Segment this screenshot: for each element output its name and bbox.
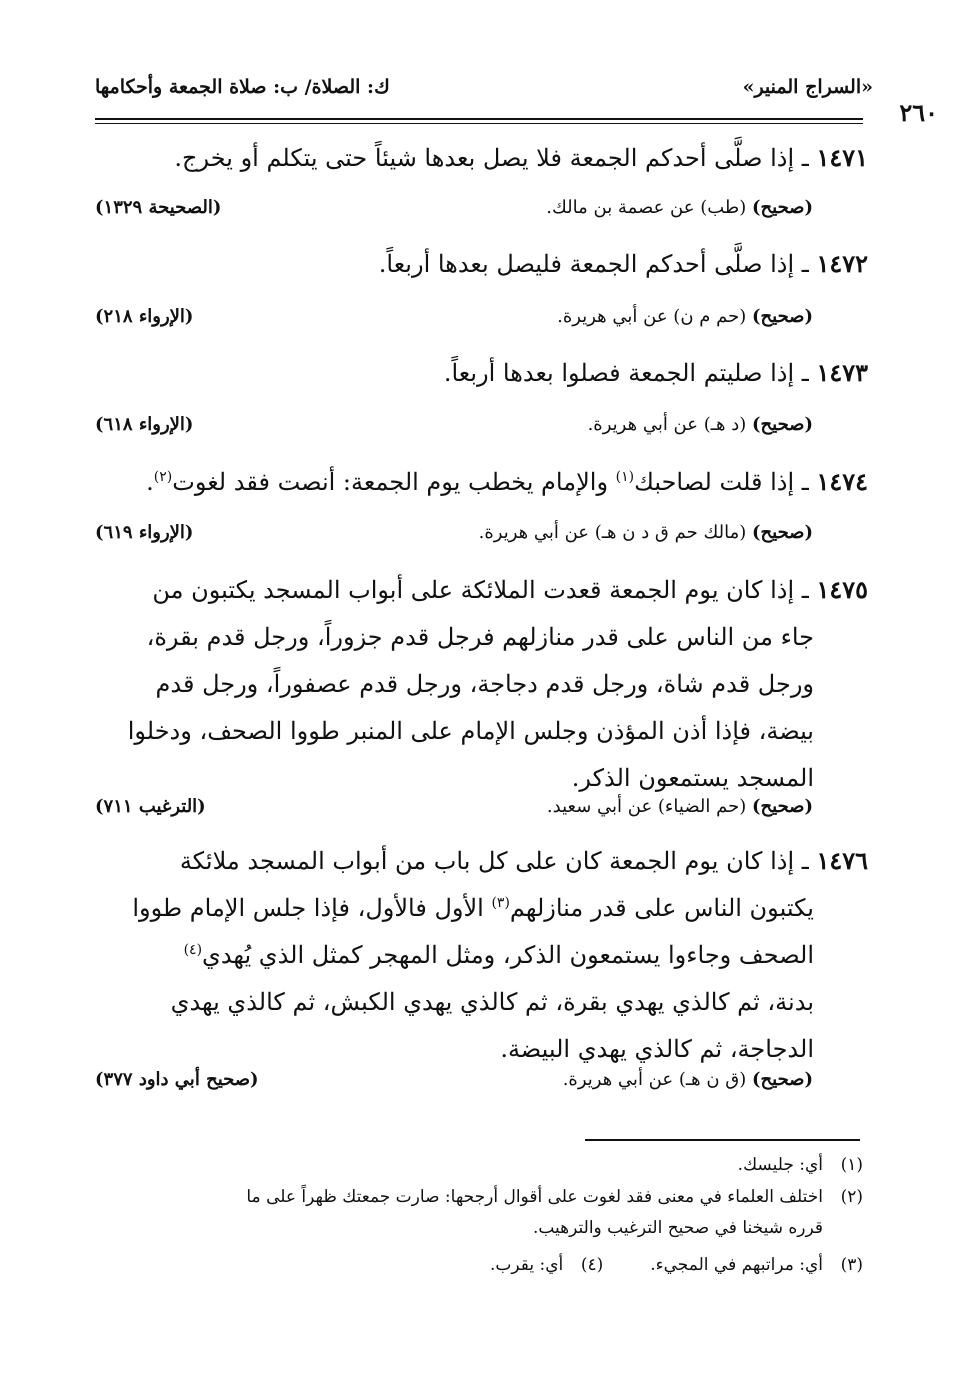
grade: (صحيح) <box>752 197 813 218</box>
hadith-line: إذا كان يوم الجمعة قعدت الملائكة على أبواب المسجد يكتبون من <box>152 576 795 604</box>
source-line-1476 <box>95 1069 813 1099</box>
hadith-text: إذا صلَّى أحدكم الجمعة فليصل بعدها أربعاً. <box>378 250 795 278</box>
running-header <box>95 72 873 112</box>
grade: (صحيح) <box>752 414 813 435</box>
source: (طب) عن عصمة بن مالك. <box>546 197 747 218</box>
grade: (صحيح) <box>752 1069 813 1090</box>
footnote-text-continued: قرره شيخنا في صحيح الترغيب والترهيب. <box>532 1218 823 1238</box>
hadith-line: إذا كان يوم الجمعة كان على كل باب من أبواب المسجد ملائكة <box>179 847 795 875</box>
source-line-1474 <box>95 522 813 552</box>
hadith-1472: ١٤٧٢ ـ إذا صلَّى أحدكم الجمعة فليصل بعدها أربعاً. <box>378 249 868 278</box>
hadith-number: ١٤٧٥ <box>816 575 868 604</box>
hadith-number: ١٤٧٦ <box>816 846 868 875</box>
footnote-text: أي: جليسك. <box>737 1155 823 1175</box>
grade: (صحيح) <box>752 522 813 543</box>
hadith-line: الدجاجة، ثم كالذي يهدي البيضة. <box>500 1035 814 1063</box>
hadith-number: ١٤٧٣ <box>816 358 868 387</box>
page-number: ٢٦٠ <box>899 98 938 127</box>
hadith-line: يكتبون الناس على قدر منازلهم <box>509 894 814 922</box>
footnote-separator <box>585 1139 860 1141</box>
footnote-1 <box>95 1150 863 1181</box>
grade: (صحيح) <box>752 796 813 817</box>
hadith-number: ١٤٧٢ <box>816 249 868 278</box>
footnote-ref: (٤) <box>183 942 203 958</box>
hadith-line: الصحف وجاءوا يستمعون الذكر، ومثل المهجر كمثل الذي يُهدي <box>202 941 814 969</box>
source: (مالك حم ق د ن هـ) عن أبي هريرة. <box>478 522 747 543</box>
footnote-text: أي: مراتبهم في المجيء. <box>650 1255 823 1275</box>
footnote-marker: (١) <box>840 1155 863 1175</box>
hadith-text-part: والإمام يخطب يوم الجمعة: أنصت فقد لغوت <box>172 468 616 496</box>
footnote-text: اختلف العلماء في معنى فقد لغوت على أقوال أرجحها: صارت جمعتك ظهراً على ما <box>246 1187 823 1207</box>
hadith-number: ١٤٧٤ <box>816 467 868 496</box>
footnote-3-4 <box>95 1250 863 1281</box>
hadith-text-part: . <box>146 468 154 496</box>
chapter-title: ك: الصلاة/ ب: صلاة الجمعة وأحكامها <box>95 76 390 98</box>
hadith-number: ١٤٧١ <box>816 143 868 172</box>
source-line-1472 <box>95 306 813 336</box>
hadith-1476: ١٤٧٦ ـ إذا كان يوم الجمعة كان على كل باب من أبواب المسجد ملائكة يكتبون الناس على قدر منازلهم$^{(٣)}$ الأول فالأول، فإذا جلس الإمام طووا الصحف وجاءوا يستمعون الذكر، ومثل المهجر كمثل الذي يُهدي$^{(٤)}$ بدنة، ثم كالذي يهدي بقرة، ثم كالذي يهدي الكبش، ثم كالذي يهدي الدجاجة، ثم كالذي يهدي البيضة. <box>92 837 868 1073</box>
reference: (الإرواء ٢١٨) <box>95 306 194 327</box>
header-rule-thin <box>95 123 863 124</box>
footnote-text: أي: يقرب. <box>490 1255 564 1275</box>
hadith-line: ورجل قدم شاة، ورجل قدم دجاجة، ورجل قدم عصفوراً، ورجل قدم <box>155 670 814 698</box>
footnote-2 <box>95 1182 863 1244</box>
reference: (الصحيحة ١٣٢٩) <box>95 197 222 218</box>
source: (حم الضياء) عن أبي سعيد. <box>546 796 747 817</box>
reference: (الترغيب ٧١١) <box>95 796 206 817</box>
hadith-line: بيضة، فإذا أذن المؤذن وجلس الإمام على المنبر طووا الصحف، ودخلوا <box>127 717 814 745</box>
hadith-1471: ١٤٧١ ـ إذا صلَّى أحدكم الجمعة فلا يصل بعدها شيئاً حتى يتكلم أو يخرج. <box>174 143 868 172</box>
hadith-1474: ١٤٧٤ ـ إذا قلت لصاحبك$^{(١)}$ والإمام يخطب يوم الجمعة: أنصت فقد لغوت$^{(٢)}$. <box>146 467 868 496</box>
hadith-line: بدنة، ثم كالذي يهدي بقرة، ثم كالذي يهدي الكبش، ثم كالذي يهدي <box>170 988 814 1016</box>
footnote-ref: (٢) <box>153 469 173 485</box>
source: (ق ن هـ) عن أبي هريرة. <box>562 1069 747 1090</box>
hadith-text: إذا صلَّى أحدكم الجمعة فلا يصل بعدها شيئاً حتى يتكلم أو يخرج. <box>174 144 795 172</box>
reference: (صحيح أبي داود ٣٧٧) <box>95 1069 259 1090</box>
source-line-1475 <box>95 796 813 826</box>
book-title: «السراج المنير» <box>742 76 873 98</box>
source-line-1471 <box>95 197 813 227</box>
grade: (صحيح) <box>752 306 813 327</box>
hadith-text: إذا صليتم الجمعة فصلوا بعدها أربعاً. <box>443 359 795 387</box>
footnote-ref: (٣) <box>491 895 510 911</box>
footnote-marker: (٤) <box>580 1255 604 1275</box>
hadith-1475: ١٤٧٥ ـ إذا كان يوم الجمعة قعدت الملائكة على أبواب المسجد يكتبون من جاء من الناس على قدر منازلهم فرجل قدم جزوراً، ورجل قدم بقرة، ورجل قدم شاة، ورجل قدم دجاجة، ورجل قدم عصفوراً، ورجل قدم بيضة، فإذا أذن المؤذن وجلس الإمام على المنبر طووا الصحف، ودخلوا المسجد يستمعون الذكر. <box>92 566 868 802</box>
source: (د هـ) عن أبي هريرة. <box>587 414 747 435</box>
hadith-1473: ١٤٧٣ ـ إذا صليتم الجمعة فصلوا بعدها أربعاً. <box>443 358 868 387</box>
reference: (الإرواء ٦١٨) <box>95 414 194 435</box>
footnote-ref: (١) <box>615 469 635 485</box>
header-rule <box>95 118 863 120</box>
hadith-line: الأول فالأول، فإذا جلس الإمام طووا <box>132 894 492 922</box>
source: (حم م ن) عن أبي هريرة. <box>557 306 747 327</box>
hadith-line: جاء من الناس على قدر منازلهم فرجل قدم جزوراً، ورجل قدم بقرة، <box>146 623 814 651</box>
footnote-marker: (٣) <box>840 1255 863 1275</box>
hadith-line: المسجد يستمعون الذكر. <box>571 764 814 792</box>
footnote-marker: (٢) <box>840 1187 863 1207</box>
hadith-text-part: إذا قلت لصاحبك <box>634 468 795 496</box>
source-line-1473 <box>95 414 813 444</box>
reference: (الإرواء ٦١٩) <box>95 522 194 543</box>
